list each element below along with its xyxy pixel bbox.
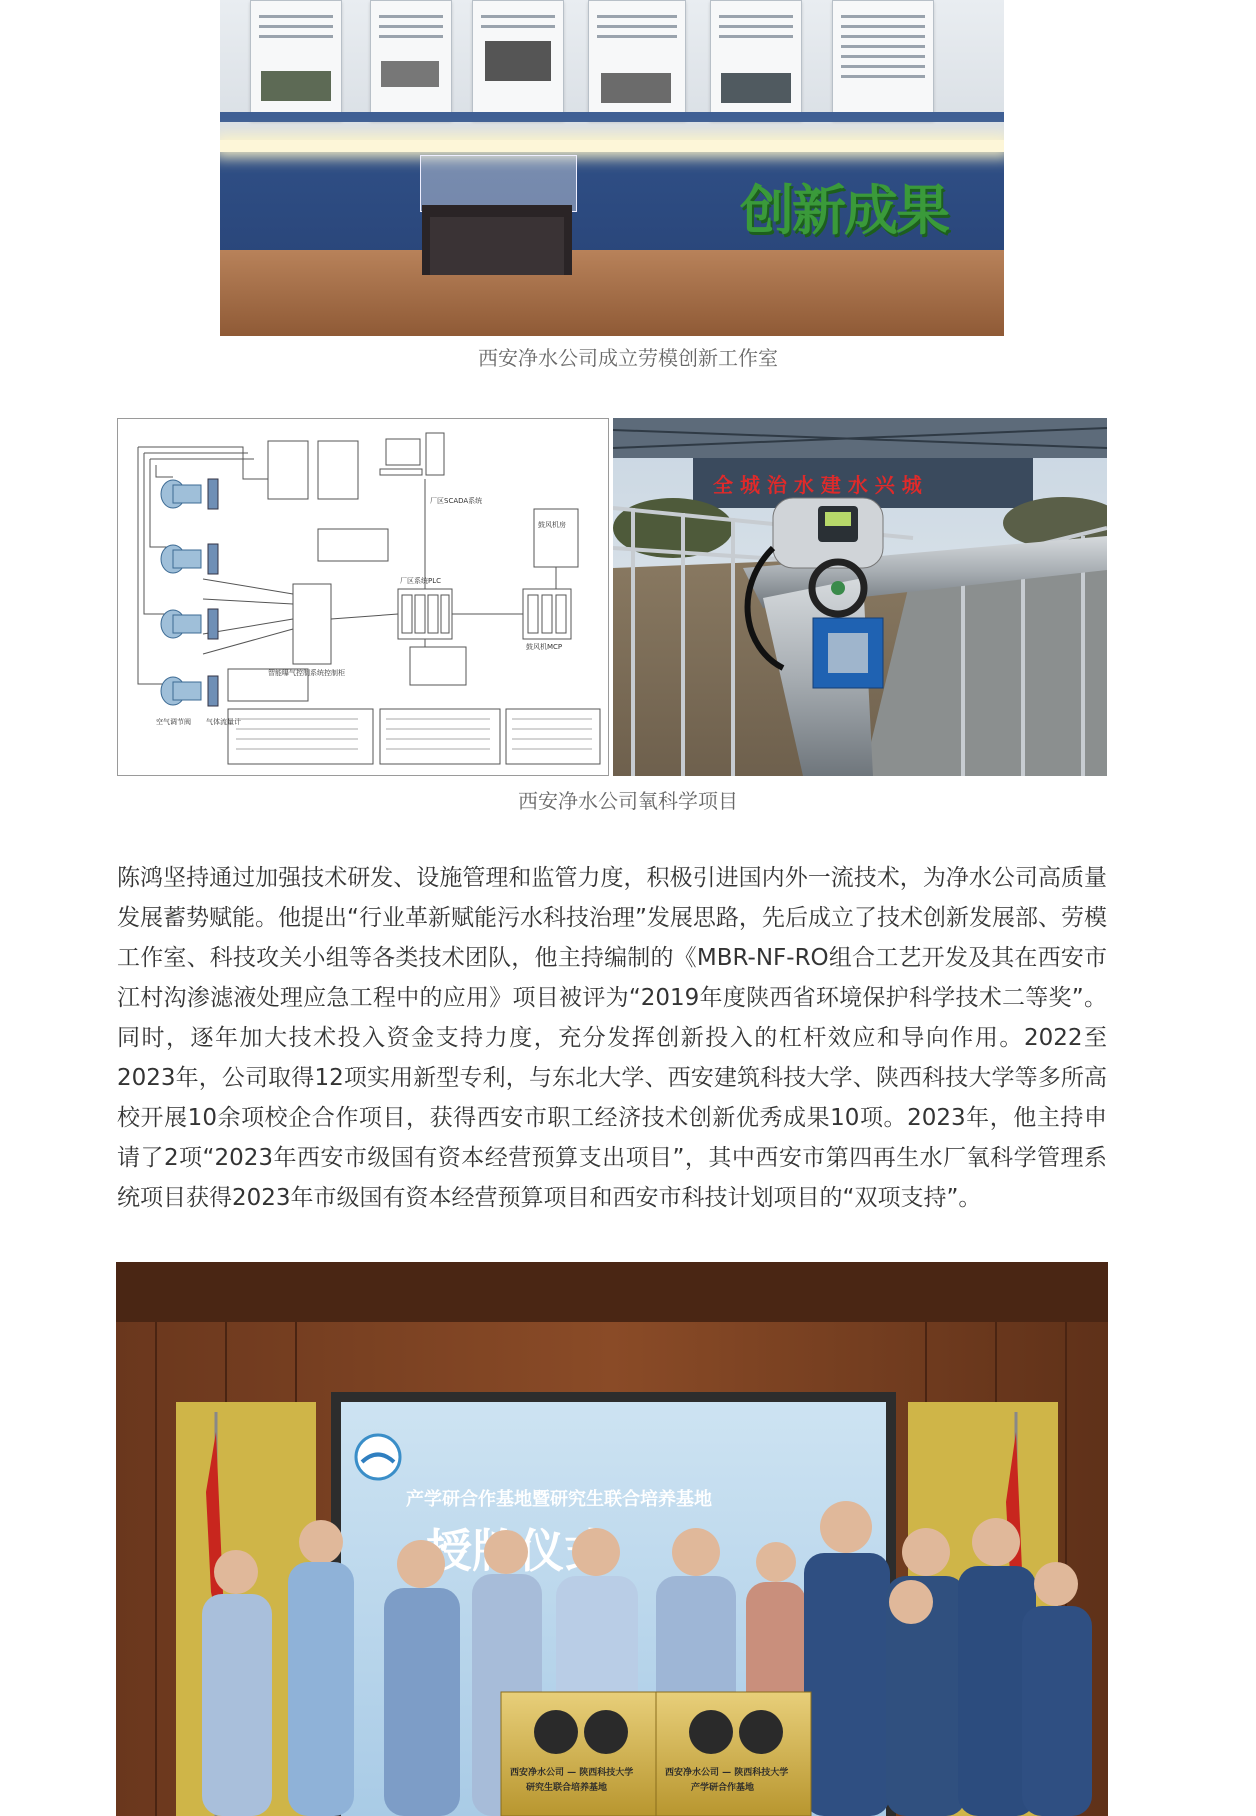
plaque-left-line1: 西安净水公司 — 陕西科技大学 <box>510 1768 634 1778</box>
plaque-right-line1: 西安净水公司 — 陕西科技大学 <box>665 1768 789 1778</box>
flowmeter-label: 气体流量计 <box>206 718 241 726</box>
pipe-valve-photo <box>613 418 1107 776</box>
signing-ceremony-photo <box>116 1262 1108 1816</box>
plaque-left-line2: 研究生联合培养基地 <box>526 1783 608 1793</box>
innovation-sign: 创新成果 <box>740 179 948 242</box>
plaque-right-line2: 产学研合作基地 <box>691 1783 755 1793</box>
innovation-studio-photo <box>220 0 1004 336</box>
photo-caption: 西安净水公司氧科学项目 <box>518 789 738 813</box>
slogan-banner: 全 城 治 水 建 水 兴 城 <box>713 473 922 497</box>
control-cabinet-label: 智能曝气控制系统控制柜 <box>268 669 345 677</box>
screen-title: 产学研合作基地暨研究生联合培养基地 <box>406 1489 712 1510</box>
mcp-label: 鼓风机MCP <box>526 643 563 651</box>
scada-label: 厂区SCADA系统 <box>430 497 483 505</box>
photo-caption: 西安净水公司成立劳模创新工作室 <box>478 346 778 370</box>
article-paragraph: 陈鸿坚持通过加强技术研发、设施管理和监管力度，积极引进国内外一流技术，为净水公司高质量发展蓄势赋能。他提出“行业革新赋能污水科技治理”发展思路，先后成立了技术创新发展部、劳模工作室、科技攻关小组等各类技术团队，他主持编制的《MBR-NF-RO组合工艺开发及其在西安市江村沟渗滤液处理应急工程中的应用》项目被评为“2019年度陕西省环境保护科学技术二等奖”。同时，逐年加大技术投入资金支持力度，充分发挥创新投入的杠杆效应和导向作用。2022至2023年，公司取得12项实用新型专利，与东北大学、西安建筑科技大学、陕西科技大学等多所高校开展10余项校企合作项目，获得西安市职工经济技术创新优秀成果10项。2023年，他主持申请了2项“2023年西安市级国有资本经营预算支出项目”，其中西安市第四再生水厂氧科学管理系统项目获得2023年市级国有资本经营预算项目和西安市科技计划项目的“双项支持”。 <box>117 865 1107 1211</box>
aeration-system-diagram <box>117 418 609 776</box>
valve-label: 空气调节阀 <box>156 718 191 726</box>
plc-label: 厂区系统PLC <box>400 577 442 585</box>
blower-house-label: 鼓风机房 <box>538 521 566 529</box>
